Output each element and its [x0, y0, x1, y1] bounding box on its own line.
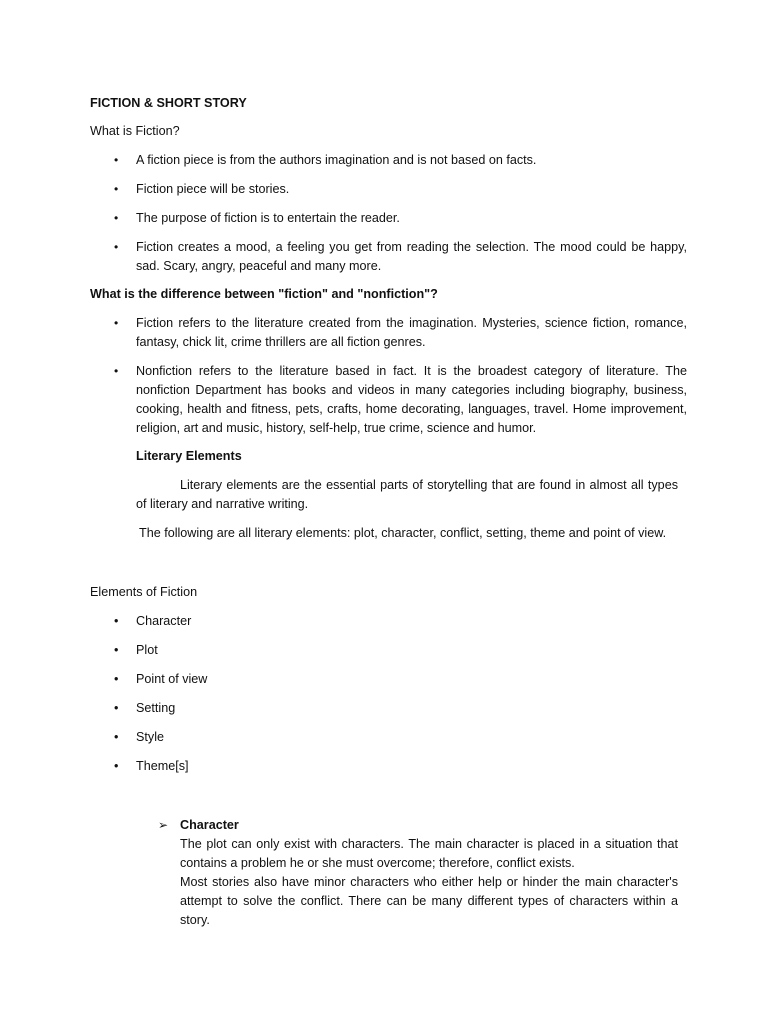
bullet-icon: • — [114, 701, 119, 715]
list-item: • Character — [114, 612, 207, 641]
list-item: • Fiction piece will be stories. — [112, 180, 687, 199]
list-item: • Theme[s] — [114, 757, 207, 786]
bullet-icon: • — [114, 364, 119, 378]
character-section — [158, 816, 678, 930]
question-what-is-fiction: What is Fiction? — [90, 124, 180, 138]
bullet-icon: • — [114, 643, 119, 657]
bullet-icon: • — [114, 182, 119, 196]
literary-elements-paragraph: Literary elements are the essential parts of storytelling that are found in almost all types of literary and narrative writing. — [136, 478, 678, 511]
bullet-icon: • — [114, 153, 119, 167]
document-title: FICTION & SHORT STORY — [90, 96, 247, 110]
list-item: • The purpose of fiction is to entertain the reader. — [112, 209, 687, 228]
character-heading: Character — [180, 818, 239, 832]
elements-of-fiction-heading: Elements of Fiction — [90, 585, 198, 599]
bullet-icon: • — [114, 240, 119, 254]
bullet-icon: • — [114, 759, 119, 773]
literary-elements-list-text: The following are all literary elements: plot, character, conflict, setting, theme and point of view. — [139, 526, 667, 540]
list-item: • Nonfiction refers to the literature based in fact. It is the broadest category of literature. The nonfiction Department has books and videos in many categories including biography, business, cooking, health and fitness, pets, crafts, home decorating, languages, travel. Home improvement, religion, art and music, history, self-help, true crime, science and humor. — [114, 364, 687, 435]
bullet-icon: • — [114, 614, 119, 628]
literary-elements-heading: Literary Elements — [136, 449, 242, 463]
list-item: • Point of view — [114, 670, 207, 699]
list-item: • Style — [114, 728, 207, 757]
list-item: • Plot — [114, 641, 207, 670]
list-item: • Fiction creates a mood, a feeling you get from reading the selection. The mood could be happy, sad. Scary, angry, peaceful and many more. — [114, 240, 687, 273]
character-paragraph-1: The plot can only exist with characters. The main character is placed in a situation that contains a problem he or she must overcome; therefore, conflict exists. — [180, 837, 678, 870]
difference-bullet-list — [112, 314, 687, 448]
fiction-bullet-list — [112, 151, 687, 286]
list-item: • Setting — [114, 699, 207, 728]
elements-of-fiction-list — [114, 612, 207, 786]
list-item: • A fiction piece is from the authors imagination and is not based on facts. — [112, 151, 687, 170]
bullet-icon: • — [114, 730, 119, 744]
arrow-bullet-icon: ➢ — [158, 818, 169, 832]
list-item: • Fiction refers to the literature created from the imagination. Mysteries, science fiction, romance, fantasy, chick lit, crime thrillers are all fiction genres. — [114, 316, 687, 349]
bullet-icon: • — [114, 672, 119, 686]
character-paragraph-2: Most stories also have minor characters who either help or hinder the main character's attempt to solve the conflict. There can be many different types of characters within a story. — [180, 875, 678, 927]
bullet-icon: • — [114, 316, 119, 330]
bullet-icon: • — [114, 211, 119, 225]
question-difference: What is the difference between "fiction" and "nonfiction"? — [90, 287, 438, 301]
